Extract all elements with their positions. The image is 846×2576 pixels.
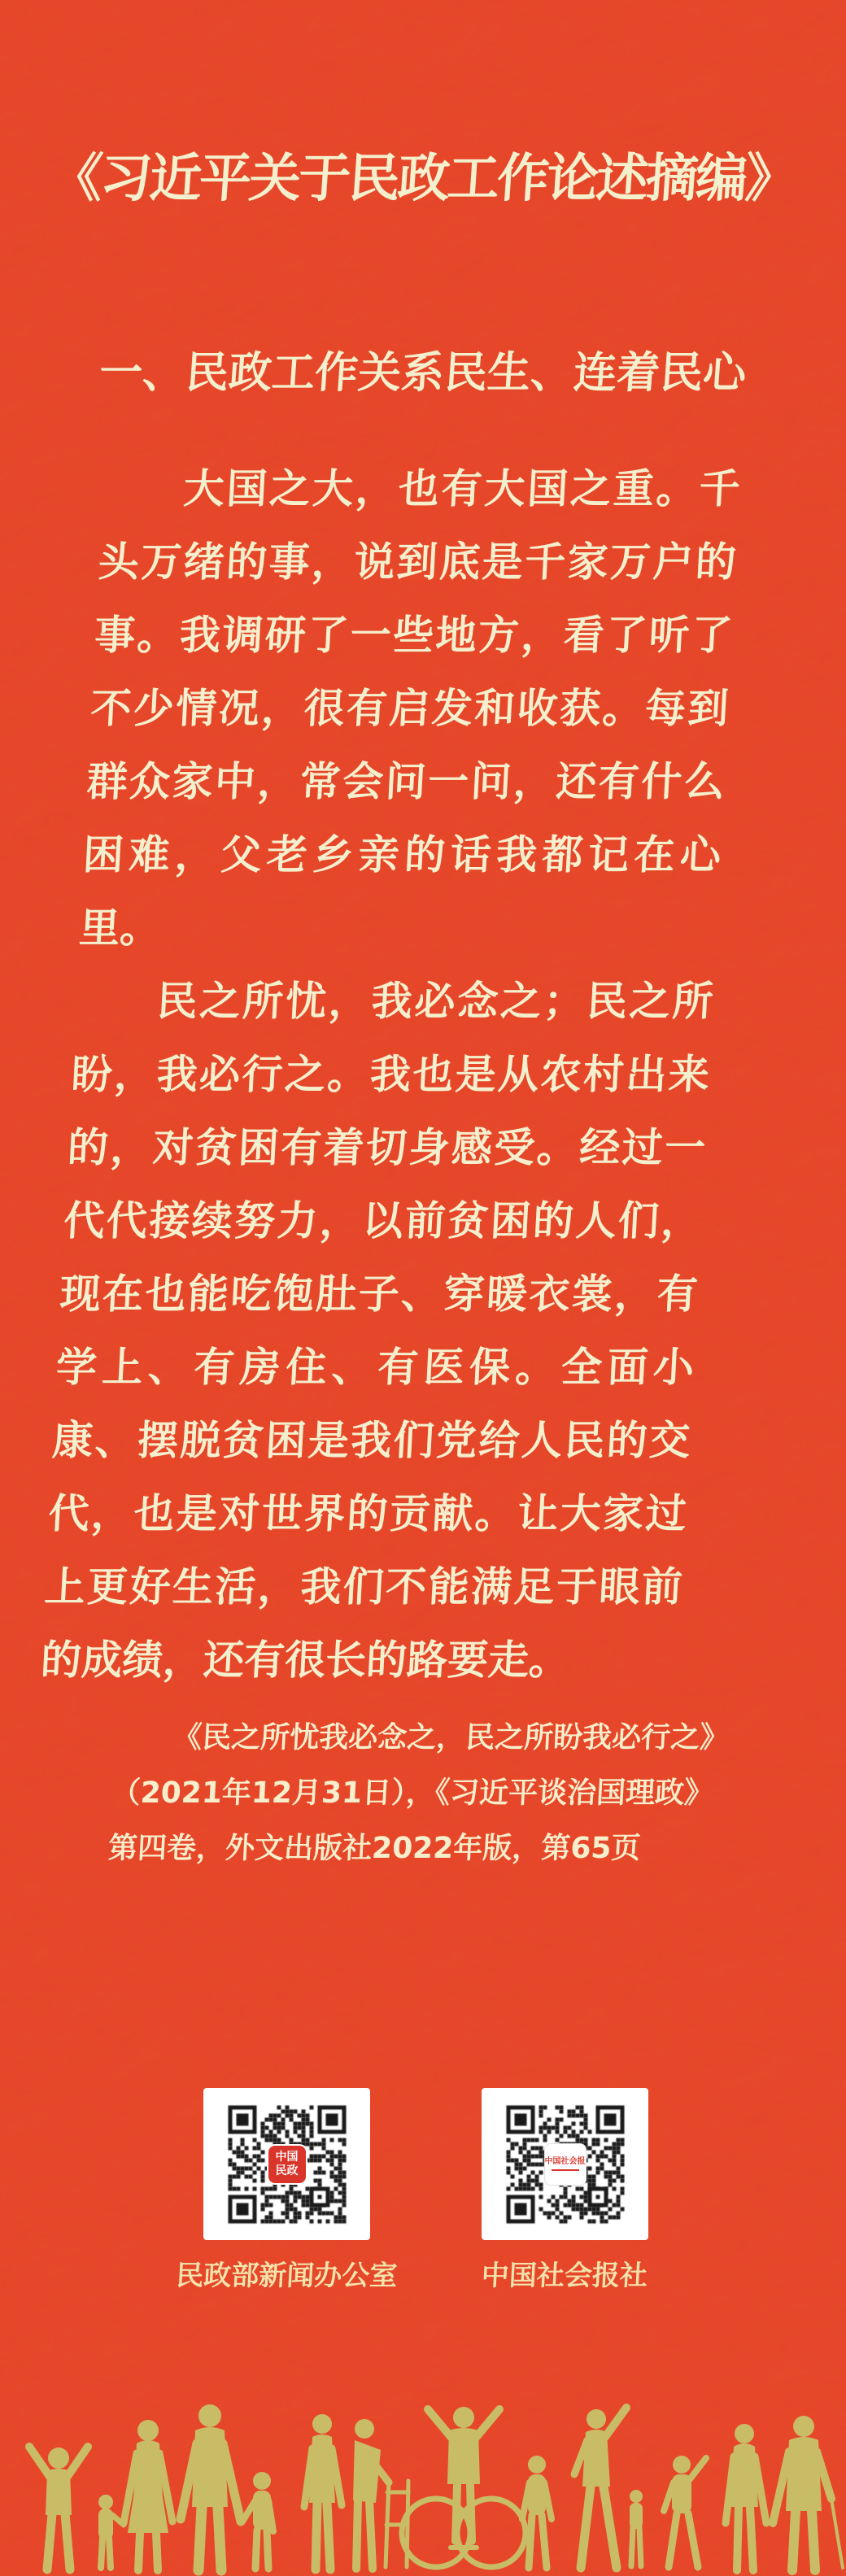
citation-line-3: 第四卷，外文出版社2022年版，第65页 (107, 1832, 642, 1865)
qr-card-csb (482, 2088, 648, 2240)
citation-line-2: （2021年12月31日），《习近平谈治国理政》 (110, 1776, 715, 1810)
silhouette-small-child (630, 2490, 643, 2566)
section-heading: 一、民政工作关系民生、连着民心 (98, 348, 748, 398)
silhouette-father (181, 2404, 241, 2570)
page-title: 《习近平关于民政工作论述摘编》 (48, 149, 797, 209)
silhouette-woman-guide (726, 2424, 766, 2570)
silhouette-runner-arm-raised (574, 2408, 626, 2568)
body-text (39, 452, 742, 1697)
seal-logo-text-2: 民政 (275, 2164, 299, 2177)
silhouette-elder-with-walker (353, 2419, 408, 2569)
silhouette-child-walking (522, 2456, 552, 2568)
paragraph-2: 民之所忧，我必念之；民之所盼，我必行之。我也是从农村出来的，对贫困有着切身感受。经过一代代接续努力，以前贫困的人们，现在也能吃饱肚子、穿暖衣裳，有学上、有房住、有医保。全面小康、摆脱贫困是我们党给人民的交代，也是对世界的贡献。让大家过上更好生活，我们不能满足于眼前的成绩，还有很长的路要走。 (39, 978, 715, 1684)
paragraph-1: 大国之大，也有大国之重。千头万绪的事，说到底是千家万户的事。我调研了一些地方，看了听了不少情况，很有启发和收获。每到群众家中，常会问一问，还有什么困难，父老乡亲的话我都记在心里。 (77, 465, 742, 952)
citation-block (107, 1711, 766, 1876)
masthead-logo-text: 中国社会报 (544, 2157, 586, 2166)
silhouette-child-running (664, 2456, 706, 2567)
silhouette-wheelchair-user-cheering (402, 2407, 525, 2567)
silhouette-man-with-white-cane (773, 2416, 843, 2570)
masthead-logo-rule (552, 2169, 579, 2171)
silhouette-child-arms-raised (29, 2447, 88, 2569)
silhouette-caregiver (304, 2414, 342, 2569)
mca-seal-logo (268, 2146, 306, 2183)
silhouette-mother (124, 2420, 172, 2570)
silhouette-child-holding-hand (242, 2472, 273, 2569)
qr-card-mca (203, 2088, 370, 2240)
silhouette-toddler (98, 2495, 124, 2568)
qr-label-mca: 民政部新闻办公室 (175, 2260, 399, 2292)
people-silhouettes-art (0, 2401, 846, 2576)
csb-masthead-logo (544, 2143, 587, 2186)
seal-logo-text-1: 中国 (275, 2150, 299, 2164)
qr-label-csb: 中国社会报社 (480, 2260, 648, 2292)
citation-line-1: 《民之所忧我必念之，民之所盼我必行之》 (172, 1721, 730, 1754)
